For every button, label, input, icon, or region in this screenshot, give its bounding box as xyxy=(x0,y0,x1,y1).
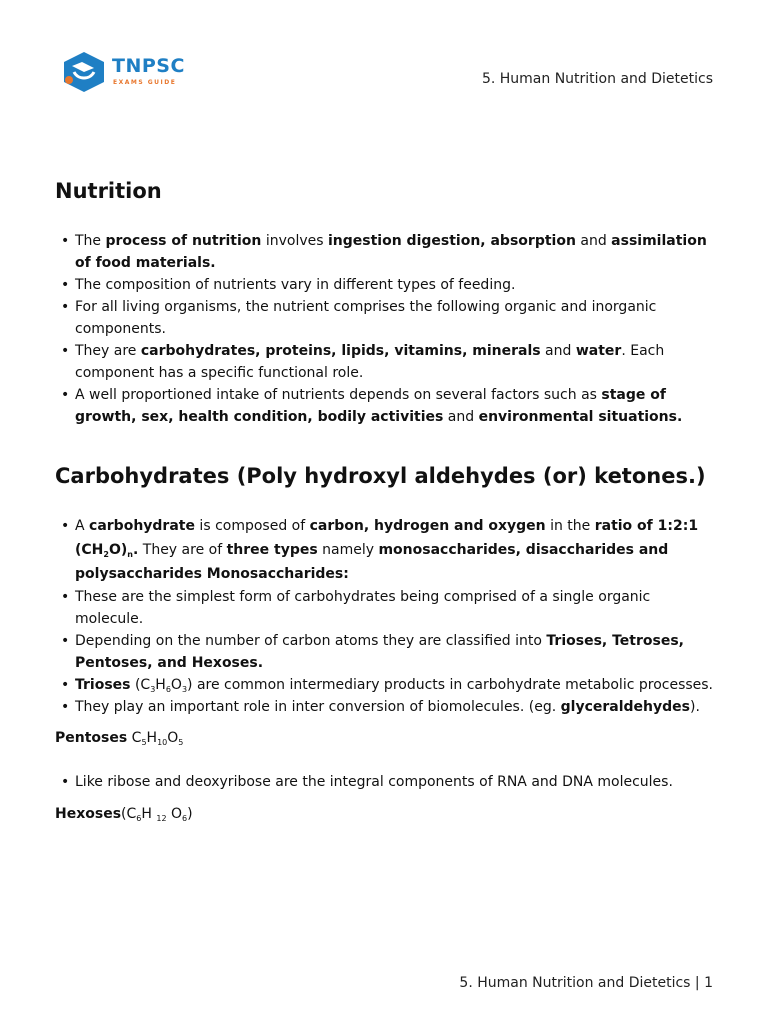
carbohydrates-heading: Carbohydrates (Poly hydroxyl aldehydes (or) ketones.) xyxy=(55,464,706,488)
list-item: • Like ribose and deoxyribose are the integral components of RNA and DNA molecules. xyxy=(55,771,715,793)
list-item: • Trioses $(C_3H_6O_3)$ are common intermediary products in carbohydrate metabolic processes. xyxy=(55,674,715,696)
tnpsc-logo xyxy=(60,50,190,96)
pentoses-list xyxy=(55,771,715,793)
list-item: • A well proportioned intake of nutrients depends on several factors such as stage of growth, sex, health condition, bodily activities and environmental situations. xyxy=(55,384,715,428)
list-item: • For all living organisms, the nutrient comprises the following organic and inorganic components. xyxy=(55,296,715,340)
logo-subtext: EXAMS GUIDE xyxy=(113,79,177,86)
list-item: • The composition of nutrients vary in different types of feeding. xyxy=(55,274,715,296)
nutrition-heading: Nutrition xyxy=(55,179,162,203)
nutrition-list xyxy=(55,230,715,428)
page-footer: 5. Human Nutrition and Dietetics | 1 xyxy=(459,975,713,991)
hexoses-line: $Hexoses(C_6H$ $_{12}$ $O_6$) xyxy=(55,806,193,823)
logo-emblem-icon xyxy=(60,50,108,94)
list-item: • Depending on the number of carbon atoms they are classified into Trioses, Tetroses, Pentoses, and Hexoses. xyxy=(55,630,715,674)
pentoses-line: Pentoses $C_5H_{10}O_5$ xyxy=(55,730,184,747)
carbohydrates-list xyxy=(55,514,715,718)
list-item: • These are the simplest form of carbohydrates being comprised of a single organic molecule. xyxy=(55,586,715,630)
list-item: • They are carbohydrates, proteins, lipids, vitamins, minerals and water. Each component has a specific functional role. xyxy=(55,340,715,384)
logo-text: TNPSC xyxy=(112,55,185,77)
list-item: • The process of nutrition involves ingestion digestion, absorption and assimilation of food materials. xyxy=(55,230,715,274)
list-item: • They play an important role in inter conversion of biomolecules. (eg. glyceraldehydes). xyxy=(55,696,715,718)
list-item: • A carbohydrate is composed of carbon, hydrogen and oxygen in the ratio of 1:2:1 $(CH_2O)_n$. They are of three types namely monosaccharides, disaccharides and polysaccharides Monosaccharides: xyxy=(55,514,715,586)
header-title: 5. Human Nutrition and Dietetics xyxy=(481,71,713,87)
